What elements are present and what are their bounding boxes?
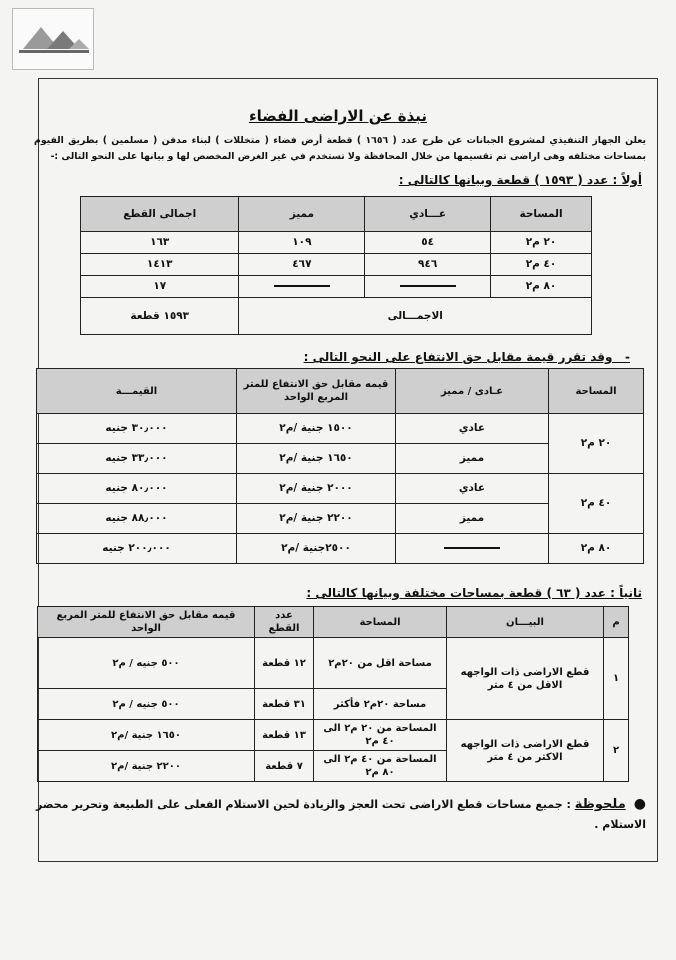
table-row [81,276,592,298]
col-number: م [604,607,629,638]
cell-area: ٤٠ م٢ [549,474,644,534]
cell-rate: ١٦٥٠ جنية /م٢ [38,720,255,751]
dash-mark [400,285,456,287]
cell-total: ١٧ [81,276,239,298]
cell-area: ٤٠ م٢ [491,254,592,276]
cell-premium [239,276,365,298]
note-label: ملحوظة [574,797,626,812]
cell-total: ١٤١٣ [81,254,239,276]
cell-value: ٣٠٫٠٠٠ جنيه [37,414,237,444]
cell-total: ١٦٣ [81,232,239,254]
col-description: البيـــان [447,607,604,638]
col-rate: قيمه مقابل حق الانتفاع للمتر المربع الواحد [237,369,396,414]
table-row [81,254,592,276]
cell-description: قطع الاراضى ذات الواجهه الاقل من ٤ متر [447,638,604,720]
cell-regular [365,276,491,298]
cell-rate: ٢٢٠٠ جنية /م٢ [38,751,255,782]
cell-value: ٨٨٫٠٠٠ جنيه [37,504,237,534]
col-type: عـادى / مميز [396,369,549,414]
table-total-row [81,298,592,335]
col-premium: مميز [239,197,365,232]
cell-area: ٢٠ م٢ [491,232,592,254]
cell-rate: ٢٢٠٠ جنية /م٢ [237,504,396,534]
cell-rate: ٥٠٠ جنيه / م٢ [38,689,255,720]
table-row [37,414,644,444]
table-row [37,534,644,564]
col-regular: عـــادي [365,197,491,232]
intro-paragraph: يعلن الجهاز التنفيذي لمشروع الجبانات عن طرح عدد ( ١٦٥٦ ) قطعة أرض فضاء ( متخللات ) لبناء مدفن ( مسلمين ) بطريق الفيوم بمساحات مختلفه وهى اراضى تم تقسيمها من خلال المحافظة ولا تستخدم في غير الغرض المخصص لها و بيانها على النحو التالى :- [34,135,646,162]
cell-regular: ٩٤٦ [365,254,491,276]
note-text: : جميع مساحات قطع الاراضى تحت العجز والزيادة لحين الاستلام الفعلى على الطبيعة وتحرير محضر الاستلام . [36,798,646,831]
col-total: اجمالى القطع [81,197,239,232]
dash-bullet: - [612,350,630,364]
col-value: القيمـــة [37,369,237,414]
cell-area: ٢٠ م٢ [549,414,644,474]
cell-area: المساحة من ٢٠ م٢ الى ٤٠ م٢ [314,720,447,751]
cell-type: مميز [396,504,549,534]
cell-regular: ٥٤ [365,232,491,254]
table-plot-counts [80,196,592,335]
section3-heading: ثانياً : عدد ( ٦٣ ) قطعة بمساحات مختلفة وبيانها كالتالى : [306,586,642,600]
section2-heading-text: وقد تقرر قيمة مقابل حق الانتفاع على النحو التالى : [303,350,613,364]
table-row [81,232,592,254]
bullet-icon: ● [633,796,646,812]
cell-type: عادي [396,474,549,504]
cell-count: ١٣ قطعة [255,720,314,751]
cell-rate: ١٦٥٠ جنية /م٢ [237,444,396,474]
table-row [37,474,644,504]
cell-rate: ٥٠٠ جنيه / م٢ [38,638,255,689]
cell-type: مميز [396,444,549,474]
cell-value: ٨٠٫٠٠٠ جنيه [37,474,237,504]
section1-heading: أولاً : عدد ( ١٥٩٣ ) قطعة وبيانها كالتالى : [398,173,642,187]
col-count: عدد القطع [255,607,314,638]
cell-area: المساحة من ٤٠ م٢ الى ٨٠ م٢ [314,751,447,782]
table-header-row [81,197,592,232]
cell-count: ٧ قطعة [255,751,314,782]
cell-rate: ٢٥٠٠جنية /م٢ [237,534,396,564]
cell-area: ٨٠ م٢ [549,534,644,564]
note [34,794,646,835]
table-header-row [37,369,644,414]
col-area: المساحة [314,607,447,638]
cell-type [396,534,549,564]
cell-type: عادي [396,414,549,444]
cell-count: ٣١ قطعة [255,689,314,720]
logo [12,8,94,70]
cell-value: ٢٠٠٫٠٠٠ جنيه [37,534,237,564]
col-area: المساحة [549,369,644,414]
cell-rate: ٢٠٠٠ جنية /م٢ [237,474,396,504]
cell-number: ١ [604,638,629,720]
cell-number: ٢ [604,720,629,782]
cell-description: قطع الاراضى ذات الواجهه الاكثر من ٤ متر [447,720,604,782]
table-row [38,638,629,689]
cell-premium: ٤٦٧ [239,254,365,276]
total-label: الاجمـــالى [239,298,592,335]
pyramids-logo-icon [13,9,93,69]
total-value: ١٥٩٣ قطعة [81,298,239,335]
cell-area: مساحة اقل من ٢٠م٢ [314,638,447,689]
cell-premium: ١٠٩ [239,232,365,254]
table-usage-rates [36,368,644,564]
col-area: المساحة [491,197,592,232]
table-special-plots [37,606,629,782]
table-row [38,720,629,751]
table-header-row [38,607,629,638]
cell-rate: ١٥٠٠ جنية /م٢ [237,414,396,444]
dash-mark [274,285,330,287]
cell-count: ١٢ قطعة [255,638,314,689]
cell-area: مساحة ٢٠م٢ فأكثر [314,689,447,720]
dash-mark [444,547,500,549]
cell-area: ٨٠ م٢ [491,276,592,298]
col-rate: قيمه مقابل حق الانتفاع للمتر المربع الواحد [38,607,255,638]
page-title: نبذة عن الاراضى الفضاء [248,107,428,125]
cell-value: ٣٣٫٠٠٠ جنيه [37,444,237,474]
section2-heading [304,350,630,364]
